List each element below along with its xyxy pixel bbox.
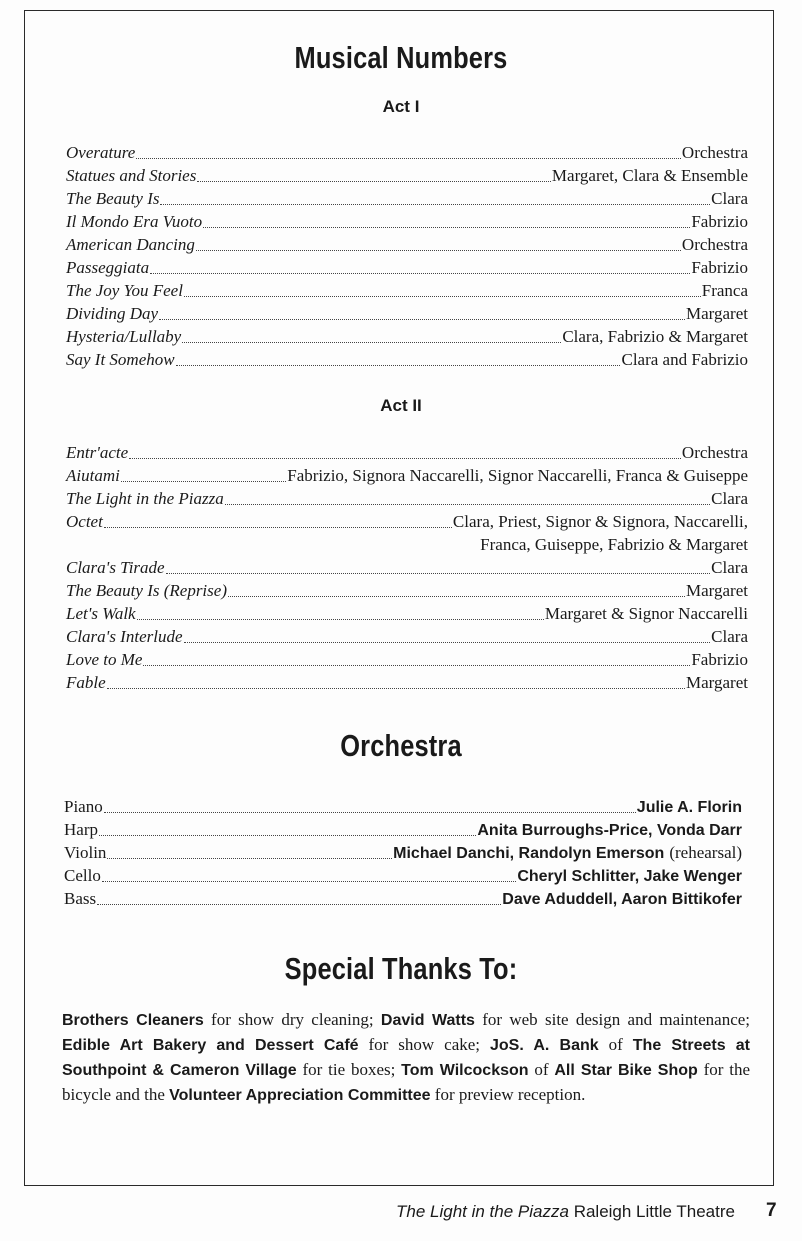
thanks-name: Volunteer Appreciation Committee: [169, 1087, 431, 1104]
footer-show-title: The Light in the Piazza: [396, 1202, 569, 1221]
dot-leader: [102, 881, 516, 882]
song-title: Fable: [66, 673, 106, 692]
song-row: [66, 348, 748, 371]
thanks-name: Brothers Cleaners: [62, 1012, 204, 1029]
thanks-text: for show dry cleaning;: [203, 1010, 381, 1029]
player-names: [477, 819, 742, 842]
dot-leader: [182, 342, 561, 343]
performer-line: Orchestra: [681, 235, 748, 254]
song-title: The Joy You Feel: [66, 281, 183, 300]
performer-line: Margaret: [686, 304, 748, 323]
song-title: The Light in the Piazza: [66, 489, 224, 508]
dot-leader: [184, 642, 711, 643]
dot-leader: [150, 273, 690, 274]
orchestra-row: [64, 887, 742, 910]
special-thanks-paragraph: [62, 1008, 750, 1108]
song-title: Let's Walk: [66, 604, 136, 623]
song-performer: [686, 579, 748, 602]
dot-leader: [159, 319, 685, 320]
act-one-song-list: [66, 141, 748, 371]
song-row: [66, 602, 748, 625]
orchestra-heading: Orchestra: [340, 728, 462, 763]
song-title: Statues and Stories: [66, 166, 197, 185]
player-list: Cheryl Schlitter, Jake Wenger: [517, 868, 742, 885]
song-title: The Beauty Is: [66, 189, 160, 208]
act-two-song-list: [66, 441, 748, 694]
dot-leader: [107, 688, 685, 689]
thanks-name: JoS. A. Bank: [490, 1037, 599, 1054]
song-row: [66, 464, 748, 487]
song-row: [66, 164, 748, 187]
footer: [396, 1202, 746, 1222]
song-row: [66, 256, 748, 279]
instrument-name: Harp: [64, 820, 98, 839]
dot-leader: [196, 250, 681, 251]
thanks-name: The Streets at Southpoint & Cameron Village: [62, 1037, 751, 1079]
song-title: Il Mondo Era Vuoto: [66, 212, 203, 231]
special-thanks-heading: Special Thanks To:: [284, 951, 518, 986]
performer-line: Clara: [711, 627, 748, 646]
dot-leader: [184, 296, 701, 297]
song-performer: [691, 648, 748, 671]
thanks-text: of: [598, 1035, 633, 1054]
song-title: Hysteria/Lullaby: [66, 327, 182, 346]
act-two-label: Act II: [380, 396, 422, 415]
song-performer: [453, 510, 748, 556]
player-list: Anita Burroughs-Price, Vonda Darr: [477, 822, 742, 839]
song-performer: [711, 187, 748, 210]
song-title: Clara's Tirade: [66, 558, 165, 577]
player-list: Dave Aduddell, Aaron Bittikofer: [502, 891, 742, 908]
orchestra-row: [64, 795, 742, 818]
thanks-name: All Star Bike Shop: [554, 1062, 698, 1079]
footer-theatre-name: Raleigh Little Theatre: [573, 1202, 735, 1221]
song-row: [66, 487, 748, 510]
song-title: Passeggiata: [66, 258, 150, 277]
dot-leader: [99, 835, 476, 836]
song-performer: [702, 279, 748, 302]
song-row: [66, 141, 748, 164]
song-performer: [545, 602, 748, 625]
thanks-text: for preview reception.: [430, 1085, 586, 1104]
orchestra-row: [64, 864, 742, 887]
dot-leader: [104, 527, 452, 528]
performer-line: Fabrizio: [691, 212, 748, 231]
thanks-name: David Watts: [380, 1012, 475, 1029]
song-title: Love to Me: [66, 650, 143, 669]
dot-leader: [143, 665, 690, 666]
performer-line: Orchestra: [681, 443, 748, 462]
song-performer: [691, 210, 748, 233]
song-title: Overature: [66, 143, 136, 162]
song-title: The Beauty Is (Reprise): [66, 581, 227, 600]
song-row: [66, 671, 748, 694]
performer-line: Margaret, Clara & Ensemble: [551, 166, 748, 185]
song-title: Entr'acte: [66, 443, 129, 462]
song-title: Dividing Day: [66, 304, 159, 323]
dot-leader: [166, 573, 711, 574]
dot-leader: [203, 227, 690, 228]
song-performer: [711, 556, 748, 579]
performer-line: Fabrizio: [691, 258, 748, 277]
dot-leader: [160, 204, 710, 205]
song-row: [66, 556, 748, 579]
song-row: [66, 510, 748, 556]
player-list: Julie A. Florin: [636, 799, 742, 816]
dot-leader: [104, 812, 636, 813]
dot-leader: [228, 596, 685, 597]
dot-leader: [129, 458, 681, 459]
instrument-name: Violin: [64, 843, 107, 862]
performer-line: Clara: [711, 489, 748, 508]
performer-line: Franca, Guiseppe, Fabrizio & Margaret: [480, 535, 748, 554]
song-title: Aiutami: [66, 466, 120, 485]
song-performer: [682, 141, 748, 164]
player-names: [502, 888, 742, 911]
song-row: [66, 325, 748, 348]
song-performer: [682, 441, 748, 464]
song-performer: [552, 164, 748, 187]
player-names: [637, 796, 742, 819]
thanks-text: for tie boxes;: [296, 1060, 402, 1079]
player-names: [393, 841, 742, 865]
performer-line: Clara, Priest, Signor & Signora, Naccarelli,: [452, 512, 748, 531]
song-row: [66, 441, 748, 464]
performer-line: Franca: [701, 281, 748, 300]
song-performer: [562, 325, 748, 348]
instrument-name: Bass: [64, 889, 97, 908]
song-performer: [621, 348, 748, 371]
song-row: [66, 233, 748, 256]
instrument-name: Cello: [64, 866, 101, 885]
performer-line: Fabrizio: [691, 650, 748, 669]
instrument-name: Piano: [64, 797, 103, 816]
orchestra-list: [64, 795, 742, 910]
thanks-name: Tom Wilcockson: [401, 1062, 529, 1079]
page-number: 7: [766, 1200, 777, 1221]
performer-line: Margaret: [686, 581, 748, 600]
player-names: [517, 865, 742, 888]
act-one-label: Act I: [382, 97, 420, 116]
song-performer: [686, 302, 748, 325]
song-performer: [691, 256, 748, 279]
performer-line: Margaret: [686, 673, 748, 692]
orchestra-row: [64, 818, 742, 841]
song-row: [66, 302, 748, 325]
dot-leader: [225, 504, 710, 505]
performer-line: Clara and Fabrizio: [621, 350, 748, 369]
thanks-text: for show cake;: [358, 1035, 490, 1054]
dot-leader: [176, 365, 621, 366]
song-row: [66, 579, 748, 602]
song-row: [66, 210, 748, 233]
player-note: (rehearsal): [669, 843, 742, 862]
performer-line: Clara: [711, 558, 748, 577]
song-performer: [711, 625, 748, 648]
song-title: American Dancing: [66, 235, 195, 254]
song-performer: [287, 464, 748, 487]
song-performer: [711, 487, 748, 510]
musical-numbers-heading: Musical Numbers: [294, 40, 508, 75]
dot-leader: [137, 619, 544, 620]
dot-leader: [97, 904, 501, 905]
player-list: Michael Danchi, Randolyn Emerson: [393, 845, 665, 862]
performer-line: Margaret & Signor Naccarelli: [544, 604, 748, 623]
performer-line: Orchestra: [681, 143, 748, 162]
thanks-text: of: [528, 1060, 555, 1079]
song-performer: [682, 233, 748, 256]
dot-leader: [197, 181, 551, 182]
orchestra-row: [64, 841, 742, 864]
song-title: Say It Somehow: [66, 350, 175, 369]
performer-line: Fabrizio, Signora Naccarelli, Signor Naccarelli, Franca & Guiseppe: [287, 466, 748, 485]
song-row: [66, 187, 748, 210]
thanks-name: Edible Art Bakery and Dessert Café: [62, 1037, 359, 1054]
song-title: Clara's Interlude: [66, 627, 183, 646]
song-title: Octet: [66, 512, 103, 531]
dot-leader: [107, 858, 392, 859]
performer-line: Clara, Fabrizio & Margaret: [562, 327, 748, 346]
song-row: [66, 648, 748, 671]
song-row: [66, 279, 748, 302]
thanks-text: for web site design and maintenance;: [474, 1010, 751, 1029]
dot-leader: [136, 158, 681, 159]
song-row: [66, 625, 748, 648]
performer-line: Clara: [711, 189, 748, 208]
song-performer: [686, 671, 748, 694]
dot-leader: [121, 481, 286, 482]
thanks-text: for the bicycle and the: [62, 1060, 751, 1104]
